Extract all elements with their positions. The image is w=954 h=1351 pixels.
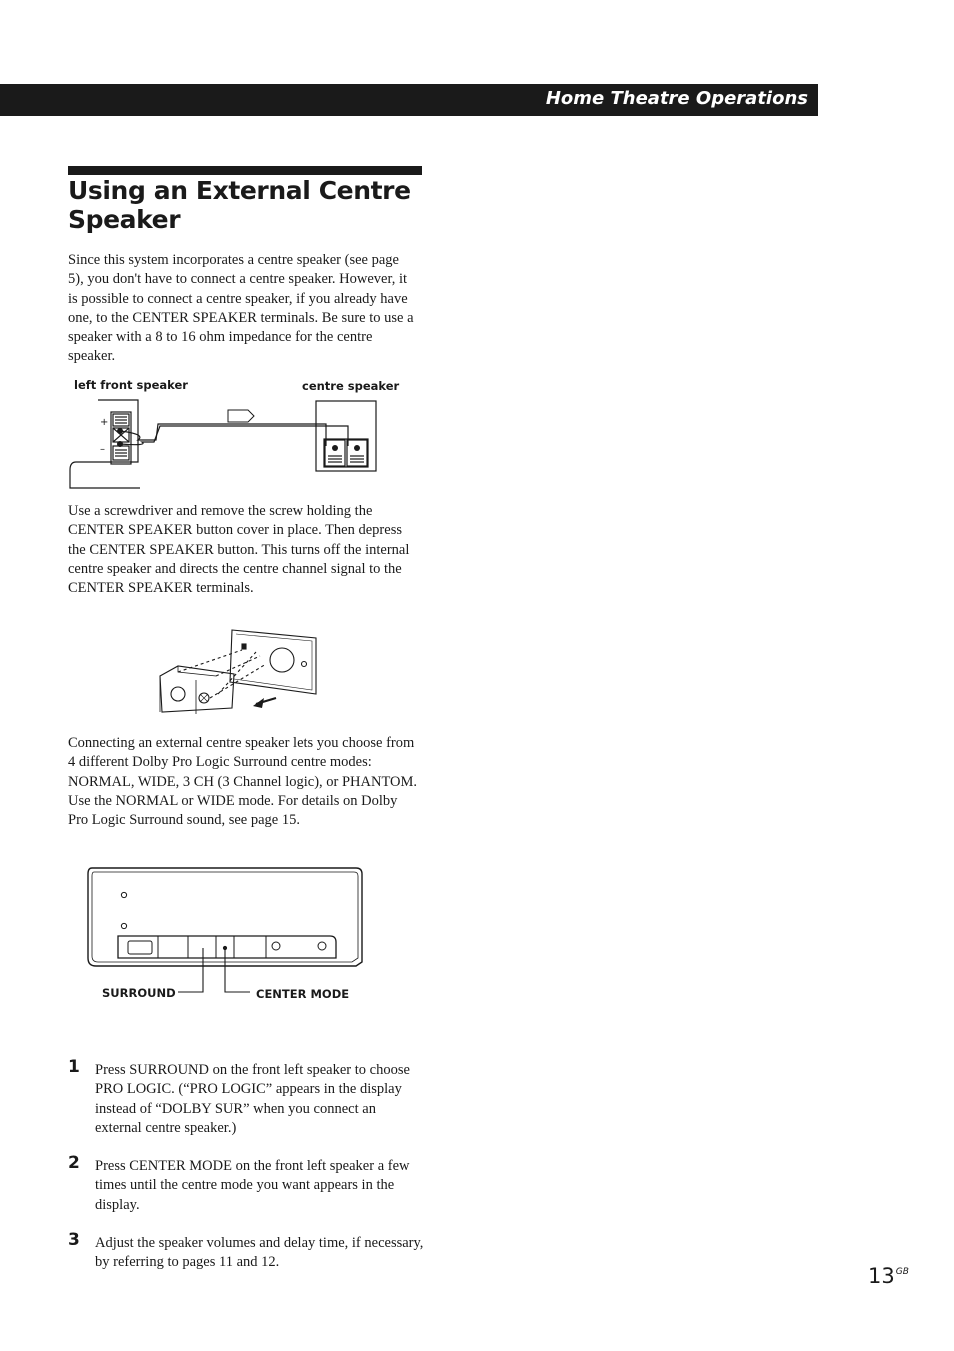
center-mode-button-label: CENTER MODE (256, 987, 350, 1001)
step-text: Adjust the speaker volumes and delay time, if necessary, by referring to pages 11 and 12. (95, 1235, 424, 1271)
button-cover-paragraph: Use a screwdriver and remove the screw holding the CENTER SPEAKER button cover in place. Then depress the CENTER SPEAKER button. This turns off the internal centre speaker and directs the centre channel signal to the CENTER SPEAKER terminals. (68, 503, 410, 597)
front-panel-diagram (86, 866, 366, 1006)
step-text: Press CENTER MODE on the front left speaker a few times until the centre mode you want appears in the display. (95, 1158, 410, 1213)
left-front-speaker-label: left front speaker (74, 378, 188, 392)
section-title: Home Theatre Operations (545, 88, 808, 109)
step-number: 1 (68, 1057, 80, 1077)
page-number-value: 13 (868, 1264, 895, 1288)
centre-modes-paragraph: Connecting an external centre speaker lets you choose from 4 different Dolby Pro Logic Surround centre modes: NORMAL, WIDE, 3 CH (3 Channel logic), or PHANTOM. Use the NORMAL or WIDE mode. For details on Dolby Pro Logic Surround sound, see page 15. (68, 735, 418, 829)
section-header-bar (0, 84, 818, 116)
step-number: 2 (68, 1153, 80, 1173)
intro-paragraph: Since this system incorporates a centre speaker (see page 5), you don't have to connect a centre speaker. However, it is possible to connect a centre speaker, if you already have one, to the CENTER SPEAKER terminals. Be sure to use a speaker with a 8 to 16 ohm impedance for the centre speaker. (68, 252, 414, 365)
connection-drawing (66, 376, 386, 492)
speaker-connection-diagram (66, 376, 400, 492)
plus-terminal-sign: + (100, 417, 109, 428)
button-cover-drawing (156, 628, 324, 716)
centre-speaker-label: centre speaker (302, 379, 400, 393)
button-cover-diagram (156, 628, 324, 716)
panel-callout-lines (86, 866, 366, 1006)
step-number: 3 (68, 1230, 80, 1250)
page-region-suffix: GB (895, 1267, 909, 1277)
page-title: Using an External Centre Speaker (68, 176, 411, 234)
surround-button-label: SURROUND (102, 986, 176, 1000)
step-text: Press SURROUND on the front left speaker to choose PRO LOGIC. (“PRO LOGIC” appears in the display instead of “DOLBY SUR” when you connect an external centre speaker.) (95, 1062, 410, 1136)
page-number (868, 1264, 909, 1288)
title-rule (68, 166, 422, 175)
minus-terminal-sign: – (100, 444, 105, 455)
